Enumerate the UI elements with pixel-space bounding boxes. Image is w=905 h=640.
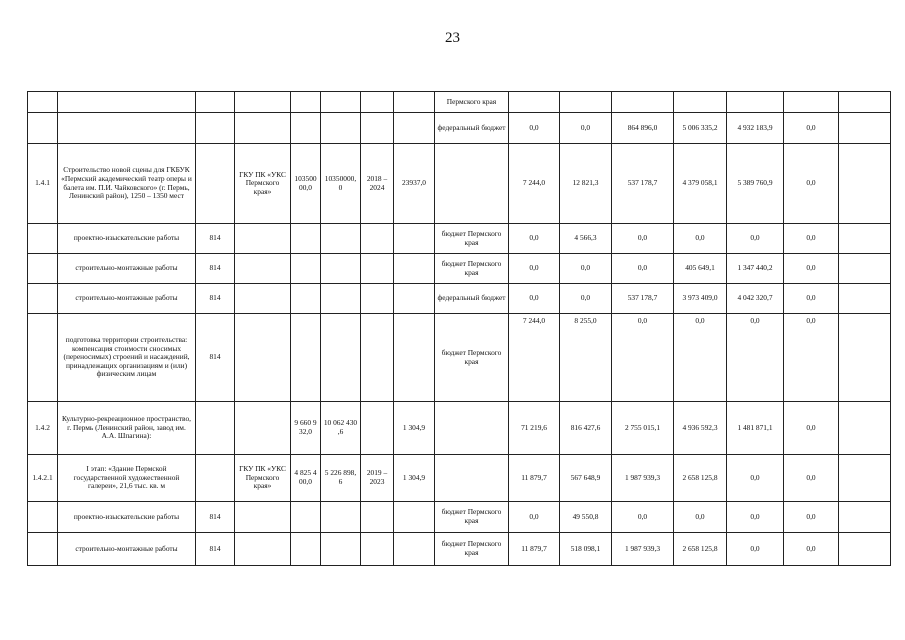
row-value-2: 518 098,1 [560, 533, 612, 566]
row-customer [235, 314, 291, 402]
row-value-2 [560, 92, 612, 113]
row-limit [321, 92, 361, 113]
row-empty-cell [839, 314, 891, 402]
row-customer: ГКУ ПК «УКС Пермского края» [235, 144, 291, 224]
row-cost: 4 825 4 00,0 [291, 455, 321, 502]
row-empty-cell [839, 402, 891, 455]
row-value-3: 1 987 939,3 [612, 533, 674, 566]
row-name: проектно-изыскательские работы [58, 502, 196, 533]
row-code [28, 254, 58, 284]
row-funding-source: бюджет Пермского края [435, 224, 509, 254]
row-kbk: 814 [196, 254, 235, 284]
row-period [361, 502, 394, 533]
row-value-3: 1 987 939,3 [612, 455, 674, 502]
row-capacity [394, 284, 435, 314]
row-capacity [394, 254, 435, 284]
row-cost: 9 660 9 32,0 [291, 402, 321, 455]
table-row [28, 224, 891, 254]
row-kbk [196, 402, 235, 455]
row-funding-source: федеральный бюджет [435, 113, 509, 144]
row-cost [291, 224, 321, 254]
row-period [361, 314, 394, 402]
row-empty-cell [839, 284, 891, 314]
row-value-6: 0,0 [784, 533, 839, 566]
table-row [28, 502, 891, 533]
row-limit [321, 224, 361, 254]
table-row [28, 533, 891, 566]
row-limit [321, 113, 361, 144]
row-value-4 [674, 92, 727, 113]
row-customer [235, 502, 291, 533]
row-value-4: 0,0 [674, 502, 727, 533]
row-value-3: 864 896,0 [612, 113, 674, 144]
row-value-6: 0,0 [784, 224, 839, 254]
row-value-6: 0,0 [784, 402, 839, 455]
row-period [361, 533, 394, 566]
row-cost: 103500 00,0 [291, 144, 321, 224]
row-value-2: 0,0 [560, 113, 612, 144]
row-funding-source: бюджет Пермского края [435, 314, 509, 402]
row-value-3: 2 755 015,1 [612, 402, 674, 455]
row-value-4: 5 006 335,2 [674, 113, 727, 144]
row-empty-cell [839, 144, 891, 224]
row-customer [235, 92, 291, 113]
row-funding-source [435, 455, 509, 502]
row-period [361, 224, 394, 254]
row-cost [291, 92, 321, 113]
row-empty-cell [839, 224, 891, 254]
row-customer [235, 402, 291, 455]
row-period [361, 254, 394, 284]
row-cost [291, 113, 321, 144]
row-value-6: 0,0 [784, 502, 839, 533]
row-value-1: 0,0 [509, 502, 560, 533]
row-value-3: 537 178,7 [612, 144, 674, 224]
row-code [28, 92, 58, 113]
row-kbk [196, 113, 235, 144]
row-value-1: 7 244,0 [509, 314, 560, 402]
row-funding-source [435, 144, 509, 224]
row-empty-cell [839, 455, 891, 502]
row-code [28, 224, 58, 254]
row-value-2: 4 566,3 [560, 224, 612, 254]
row-value-6: 0,0 [784, 284, 839, 314]
row-empty-cell [839, 533, 891, 566]
row-value-6: 0,0 [784, 144, 839, 224]
table-row [28, 113, 891, 144]
row-capacity [394, 224, 435, 254]
row-capacity: 1 304,9 [394, 455, 435, 502]
row-cost [291, 284, 321, 314]
row-cost [291, 314, 321, 402]
row-value-4: 4 936 592,3 [674, 402, 727, 455]
row-limit [321, 254, 361, 284]
row-empty-cell [839, 113, 891, 144]
row-funding-source: Пермского края [435, 92, 509, 113]
row-value-4: 2 658 125,8 [674, 455, 727, 502]
row-name: строительно-монтажные работы [58, 533, 196, 566]
row-period [361, 113, 394, 144]
row-limit: 5 226 898, 6 [321, 455, 361, 502]
row-name [58, 92, 196, 113]
row-value-5: 0,0 [727, 224, 784, 254]
row-value-3 [612, 92, 674, 113]
row-value-3: 0,0 [612, 314, 674, 402]
row-name: Строительство новой сцены для ГКБУК «Пермский академический театр оперы и балета им. П.И. Чайковского» (г. Пермь, Ленинский район), 1250 – 1350 мест [58, 144, 196, 224]
row-value-1: 11 879,7 [509, 533, 560, 566]
row-value-5: 0,0 [727, 314, 784, 402]
row-value-2: 567 648,9 [560, 455, 612, 502]
row-value-1 [509, 92, 560, 113]
row-code [28, 502, 58, 533]
row-kbk [196, 455, 235, 502]
row-value-1: 0,0 [509, 224, 560, 254]
row-kbk: 814 [196, 533, 235, 566]
row-value-5: 0,0 [727, 502, 784, 533]
row-empty-cell [839, 502, 891, 533]
row-value-1: 0,0 [509, 113, 560, 144]
table-row [28, 144, 891, 224]
row-limit: 10350000, 0 [321, 144, 361, 224]
row-kbk: 814 [196, 284, 235, 314]
row-customer [235, 224, 291, 254]
row-value-4: 2 658 125,8 [674, 533, 727, 566]
row-value-4: 0,0 [674, 224, 727, 254]
row-code [28, 113, 58, 144]
row-value-6: 0,0 [784, 314, 839, 402]
row-value-5: 1 347 440,2 [727, 254, 784, 284]
row-kbk [196, 92, 235, 113]
row-value-5: 0,0 [727, 533, 784, 566]
row-code: 1.4.2.1 [28, 455, 58, 502]
row-empty-cell [839, 254, 891, 284]
table-row [28, 314, 891, 402]
row-value-4: 3 973 409,0 [674, 284, 727, 314]
row-value-1: 11 879,7 [509, 455, 560, 502]
table-row [28, 254, 891, 284]
table-row [28, 402, 891, 455]
row-period: 2019 – 2023 [361, 455, 394, 502]
row-capacity [394, 314, 435, 402]
row-cost [291, 533, 321, 566]
row-period [361, 92, 394, 113]
row-funding-source [435, 402, 509, 455]
row-value-5: 5 389 760,9 [727, 144, 784, 224]
row-name: I этап: «Здание Пермской государственной художественной галереи», 21,6 тыс. кв. м [58, 455, 196, 502]
row-customer [235, 533, 291, 566]
row-limit [321, 284, 361, 314]
row-limit [321, 314, 361, 402]
row-value-4: 405 649,1 [674, 254, 727, 284]
row-value-1: 0,0 [509, 254, 560, 284]
row-value-1: 71 219,6 [509, 402, 560, 455]
row-period [361, 402, 394, 455]
row-kbk: 814 [196, 314, 235, 402]
row-value-3: 0,0 [612, 502, 674, 533]
row-name: строительно-монтажные работы [58, 254, 196, 284]
budget-table [27, 91, 891, 566]
row-name [58, 113, 196, 144]
row-value-6: 0,0 [784, 113, 839, 144]
row-code [28, 284, 58, 314]
row-value-5 [727, 92, 784, 113]
row-value-1: 7 244,0 [509, 144, 560, 224]
row-capacity [394, 113, 435, 144]
row-kbk: 814 [196, 224, 235, 254]
row-customer [235, 284, 291, 314]
row-code: 1.4.1 [28, 144, 58, 224]
row-capacity [394, 92, 435, 113]
row-value-2: 0,0 [560, 254, 612, 284]
row-value-4: 0,0 [674, 314, 727, 402]
row-funding-source: бюджет Пермского края [435, 502, 509, 533]
row-value-5: 4 932 183,9 [727, 113, 784, 144]
row-value-4: 4 379 058,1 [674, 144, 727, 224]
row-code: 1.4.2 [28, 402, 58, 455]
row-value-6: 0,0 [784, 254, 839, 284]
row-funding-source: федеральный бюджет [435, 284, 509, 314]
row-cost [291, 254, 321, 284]
row-limit [321, 533, 361, 566]
row-value-6: 0,0 [784, 455, 839, 502]
row-capacity [394, 533, 435, 566]
row-limit: 10 062 430 ,6 [321, 402, 361, 455]
row-period: 2018 – 2024 [361, 144, 394, 224]
row-customer [235, 113, 291, 144]
table-row [28, 455, 891, 502]
row-value-2: 12 821,3 [560, 144, 612, 224]
row-cost [291, 502, 321, 533]
row-kbk: 814 [196, 502, 235, 533]
row-name: Культурно-рекреационное пространство, г. Пермь (Ленинский район, завод им. А.А. Шпагина): [58, 402, 196, 455]
row-name: строительно-монтажные работы [58, 284, 196, 314]
row-value-3: 537 178,7 [612, 284, 674, 314]
row-capacity: 23937,0 [394, 144, 435, 224]
row-name: подготовка территории строительства: компенсация стоимости сносимых (переносимых) строений и насаждений, принадлежащих организациям и (или) физическим лицам [58, 314, 196, 402]
row-capacity: 1 304,9 [394, 402, 435, 455]
row-capacity [394, 502, 435, 533]
row-value-6 [784, 92, 839, 113]
row-name: проектно-изыскательские работы [58, 224, 196, 254]
row-period [361, 284, 394, 314]
row-value-5: 1 481 871,1 [727, 402, 784, 455]
row-value-2: 49 550,8 [560, 502, 612, 533]
row-value-2: 8 255,0 [560, 314, 612, 402]
row-value-5: 4 042 320,7 [727, 284, 784, 314]
row-empty-cell [839, 92, 891, 113]
row-code [28, 314, 58, 402]
row-limit [321, 502, 361, 533]
row-value-3: 0,0 [612, 254, 674, 284]
row-value-1: 0,0 [509, 284, 560, 314]
row-value-2: 816 427,6 [560, 402, 612, 455]
row-code [28, 533, 58, 566]
table-row [28, 284, 891, 314]
table-row [28, 92, 891, 113]
row-kbk [196, 144, 235, 224]
row-funding-source: бюджет Пермского края [435, 533, 509, 566]
row-value-5: 0,0 [727, 455, 784, 502]
row-customer [235, 254, 291, 284]
page-number: 23 [445, 30, 460, 46]
row-funding-source: бюджет Пермского края [435, 254, 509, 284]
row-customer: ГКУ ПК «УКС Пермского края» [235, 455, 291, 502]
row-value-3: 0,0 [612, 224, 674, 254]
row-value-2: 0,0 [560, 284, 612, 314]
